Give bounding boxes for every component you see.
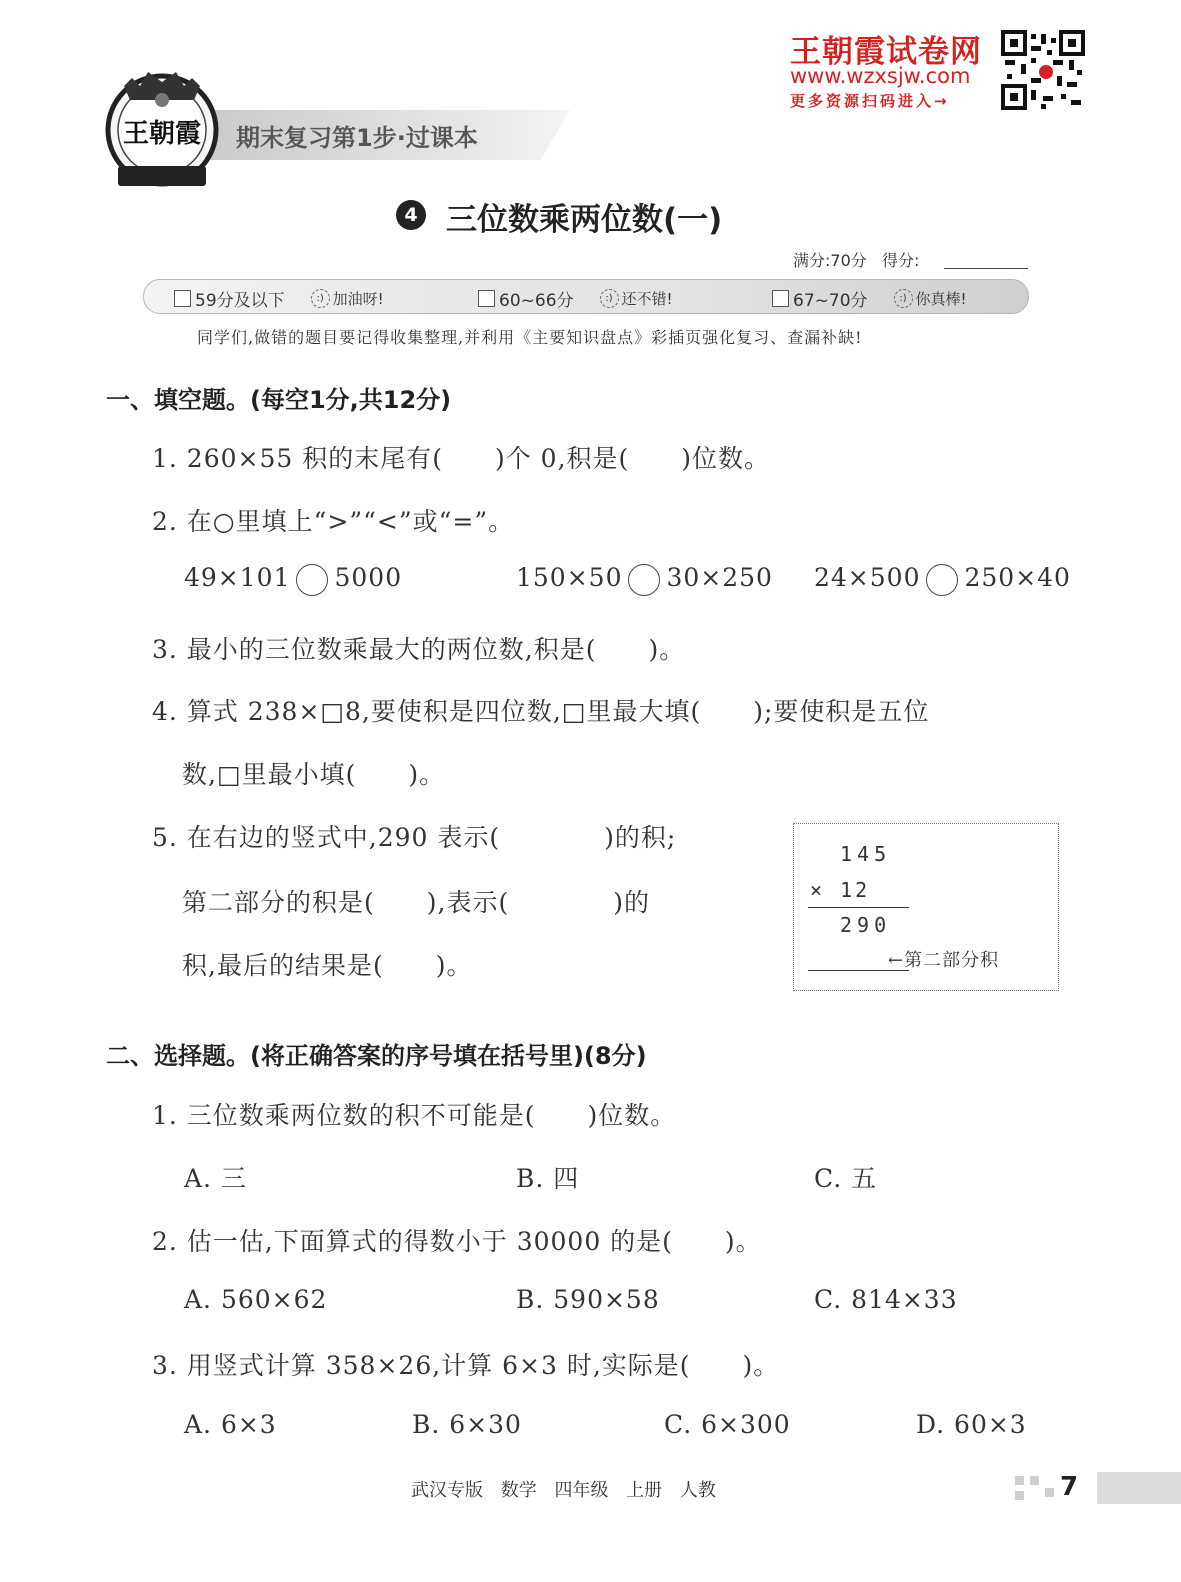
grade-range: 60~66分 xyxy=(499,291,574,311)
logo-badge xyxy=(104,66,220,192)
footer-decoration xyxy=(1030,1476,1039,1485)
option-c: C. 814×33 xyxy=(814,1285,958,1314)
grade-item-2 xyxy=(478,286,673,311)
option-a: A. 560×62 xyxy=(184,1285,328,1314)
qr-code-icon[interactable] xyxy=(1001,30,1085,110)
option-b: B. 590×58 xyxy=(516,1285,660,1314)
footer-decoration xyxy=(1045,1488,1054,1497)
compare-item xyxy=(516,563,773,596)
question-1-1: 1. 260×55 积的末尾有( )个 0,积是( )位数。 xyxy=(152,444,771,473)
score-line xyxy=(793,248,919,271)
grade-message: 还不错! xyxy=(621,290,673,308)
smile-face-icon: :) xyxy=(600,289,619,308)
compare-left: 24×500 xyxy=(814,563,921,592)
page-number: 7 xyxy=(1060,1472,1079,1502)
logo-name: 王朝霞 xyxy=(122,119,202,149)
question-1-5-line3: 积,最后的结果是( )。 xyxy=(182,951,473,980)
option-d: D. 60×3 xyxy=(916,1410,1027,1439)
score-label: 得分: xyxy=(882,251,920,270)
grade-checkbox[interactable] xyxy=(174,290,191,307)
compare-right: 250×40 xyxy=(964,563,1071,592)
question-1-5-line2: 第二部分的积是( ),表示( )的 xyxy=(182,888,650,917)
brand-name: 王朝霞试卷网 xyxy=(790,34,982,70)
grade-item-3 xyxy=(772,286,967,311)
option-a: A. 三 xyxy=(184,1164,247,1193)
smile-face-icon: :) xyxy=(894,289,913,308)
grade-checkbox[interactable] xyxy=(772,290,789,307)
question-1-4: 4. 算式 238×□8,要使积是四位数,□里最大填( );要使积是五位 xyxy=(152,697,930,726)
footer-edition: 武汉专版 数学 四年级 上册 人教 xyxy=(411,1480,716,1501)
compare-item xyxy=(184,563,402,596)
score-blank[interactable] xyxy=(944,268,1028,269)
grade-message: 加油呀! xyxy=(332,290,384,308)
section-2-title: 二、选择题。(将正确答案的序号填在括号里)(8分) xyxy=(106,1042,647,1070)
partial-note: ←第二部分积 xyxy=(888,950,1000,971)
footer-decoration xyxy=(1015,1476,1024,1485)
page-number-box xyxy=(1097,1472,1181,1504)
compare-left: 49×101 xyxy=(184,563,291,592)
compare-circle[interactable] xyxy=(926,564,958,596)
question-1-4-cont: 数,□里最小填( )。 xyxy=(182,760,446,789)
grade-range: 59分及以下 xyxy=(195,291,285,311)
question-1-2: 2. 在○里填上“>”“<”或“=”。 xyxy=(152,507,515,536)
compare-right: 30×250 xyxy=(666,563,773,592)
option-c: C. 五 xyxy=(814,1164,878,1193)
grade-checkbox[interactable] xyxy=(478,290,495,307)
compare-circle[interactable] xyxy=(628,564,660,596)
full-score: 满分:70分 xyxy=(793,251,867,270)
compare-item xyxy=(814,563,1071,596)
section-1-title: 一、填空题。(每空1分,共12分) xyxy=(106,386,452,414)
footer-decoration xyxy=(1015,1491,1024,1500)
grade-item-1 xyxy=(174,286,384,311)
question-1-5: 5. 在右边的竖式中,290 表示( )的积; xyxy=(152,823,677,852)
calc-line xyxy=(808,907,909,908)
compare-left: 150×50 xyxy=(516,563,623,592)
smile-face-icon: :) xyxy=(311,289,330,308)
question-1-3: 3. 最小的三位数乘最大的两位数,积是( )。 xyxy=(152,635,686,664)
step-label: 期末复习第1步·过课本 xyxy=(236,124,478,152)
option-c: C. 6×300 xyxy=(664,1410,791,1439)
option-b: B. 6×30 xyxy=(412,1410,522,1439)
compare-right: 5000 xyxy=(334,563,403,592)
question-2-2: 2. 估一估,下面算式的得数小于 30000 的是( )。 xyxy=(152,1227,762,1256)
question-2-1: 1. 三位数乘两位数的积不可能是( )位数。 xyxy=(152,1101,677,1130)
page-title: 三位数乘两位数(一) xyxy=(446,202,723,238)
compare-circle[interactable] xyxy=(296,564,328,596)
option-b: B. 四 xyxy=(516,1164,580,1193)
partial-product: 290 xyxy=(840,913,892,937)
brand-url[interactable]: www.wzxsjw.com xyxy=(790,64,971,88)
title-number: 4 xyxy=(396,200,426,230)
option-a: A. 6×3 xyxy=(184,1410,277,1439)
brand-scan-tip: 更多资源扫码进入→ xyxy=(790,92,950,110)
multiplicand: 145 xyxy=(840,842,892,866)
grade-message: 你真棒! xyxy=(915,290,967,308)
study-tip: 同学们,做错的题目要记得收集整理,并利用《主要知识盘点》彩插页强化复习、查漏补缺! xyxy=(197,328,863,347)
multiplier: × 12 xyxy=(810,878,871,902)
question-2-3: 3. 用竖式计算 358×26,计算 6×3 时,实际是( )。 xyxy=(152,1351,780,1380)
grade-range: 67~70分 xyxy=(793,291,868,311)
